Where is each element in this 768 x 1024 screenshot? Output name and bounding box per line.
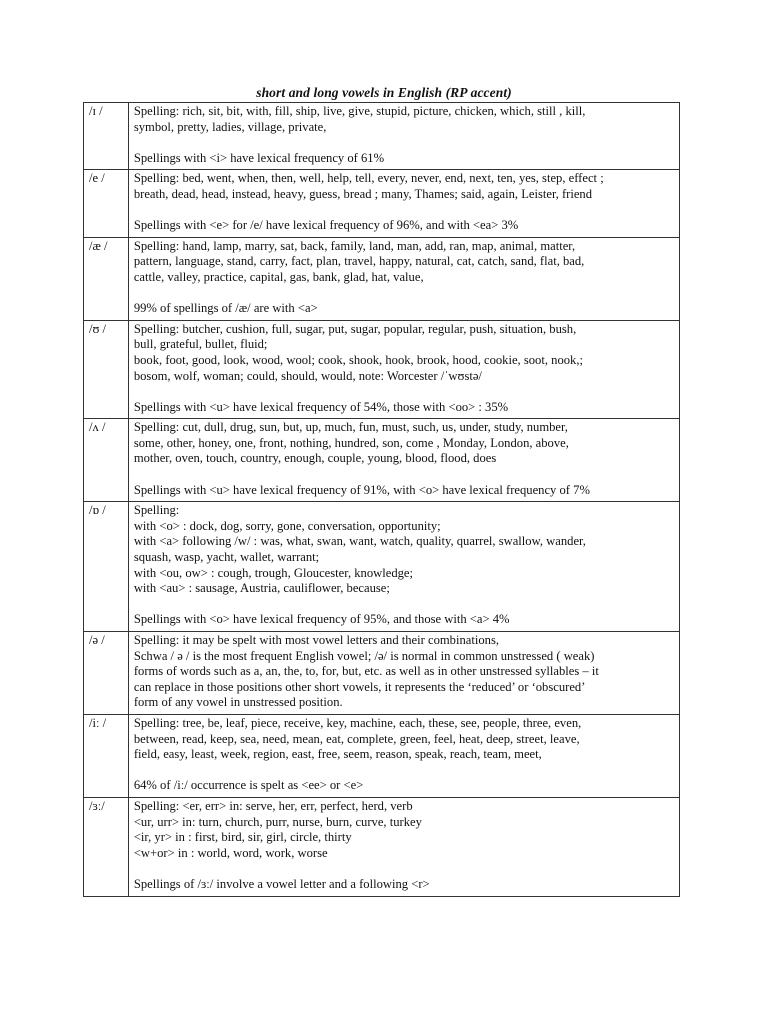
vowel-symbol: /ɪ / <box>84 103 129 170</box>
vowel-row <box>84 714 680 797</box>
description-line: Spelling: tree, be, leaf, piece, receive, key, machine, each, these, see, people, three, even, <box>133 715 582 730</box>
description-line: squash, wasp, yacht, wallet, warrant; <box>133 550 320 565</box>
vowel-symbol: /ɜː/ <box>84 797 129 896</box>
vowel-description <box>128 103 679 170</box>
description-line: Spellings with <u> have lexical frequency of 91%, with <o> have lexical frequency of 7% <box>133 482 590 497</box>
vowel-description <box>128 502 679 632</box>
description-line: <ir, yr> in : first, bird, sir, girl, circle, thirty <box>133 830 352 845</box>
description-line: form of any vowel in unstressed position. <box>133 695 343 710</box>
blank-line <box>134 135 675 151</box>
vowel-row <box>84 797 680 896</box>
description-line: with <ou, ow> : cough, trough, Gloucester, knowledge; <box>133 565 413 580</box>
description-line: Spellings with <i> have lexical frequency of 61% <box>133 150 385 165</box>
vowel-row <box>84 103 680 170</box>
description-line: Spelling: bed, went, when, then, well, help, tell, every, never, end, next, ten, yes, step, effect ; <box>133 171 604 186</box>
description-line: field, easy, least, week, region, east, free, seem, reason, speak, reach, team, meet, <box>133 747 542 762</box>
description-line: some, other, honey, one, front, nothing, hundred, son, come , Monday, London, above, <box>133 435 569 450</box>
description-line: with <au> : sausage, Austria, cauliflower, because; <box>133 581 390 596</box>
description-line: Spelling: it may be spelt with most vowel letters and their combinations, <box>133 633 499 647</box>
vowel-description <box>128 170 679 237</box>
vowel-description <box>128 320 679 419</box>
vowel-row <box>84 237 680 320</box>
description-line: with <o> : dock, dog, sorry, gone, conversation, opportunity; <box>133 518 441 533</box>
description-line: Spellings with <o> have lexical frequency of 95%, and those with <a> 4% <box>133 612 510 627</box>
description-line: 64% of /iː/ occurrence is spelt as <ee> or <e> <box>133 778 364 793</box>
description-line: Spelling: <er, err> in: serve, her, err, perfect, herd, verb <box>133 798 413 813</box>
vowel-symbol: /e / <box>84 170 129 237</box>
description-line: Spelling: butcher, cushion, full, sugar, put, sugar, popular, regular, push, situation, bush, <box>133 321 577 336</box>
description-line: pattern, language, stand, carry, fact, plan, travel, happy, natural, cat, catch, sand, flat, bad, <box>133 254 585 269</box>
description-line: bosom, wolf, woman; could, should, would, note: Worcester /ˈwʊstə/ <box>133 368 482 383</box>
description-line: breath, dead, head, instead, heavy, guess, bread ; many, Thames; said, again, Leister, friend <box>133 186 593 201</box>
description-line: cattle, valley, practice, capital, gas, bank, glad, hat, value, <box>133 269 424 284</box>
description-line: Spellings with <u> have lexical frequency of 54%, those with <oo> : 35% <box>133 399 509 414</box>
vowel-row <box>84 320 680 419</box>
description-line: Spelling: hand, lamp, marry, sat, back, family, land, man, add, ran, map, animal, matter, <box>133 238 576 253</box>
description-line: bull, grateful, bullet, fluid; <box>133 337 268 352</box>
vowel-symbol: /ɒ / <box>84 502 129 632</box>
blank-line <box>134 203 675 219</box>
vowel-description <box>128 419 679 502</box>
vowel-symbol: /æ / <box>84 237 129 320</box>
blank-line <box>134 286 675 302</box>
vowel-table-body <box>84 103 680 897</box>
vowel-description <box>128 237 679 320</box>
description-line: 99% of spellings of /æ/ are with <a> <box>133 301 318 316</box>
vowel-symbol: /iː / <box>84 714 129 797</box>
vowel-row <box>84 419 680 502</box>
description-line: forms of words such as a, an, the, to, for, but, etc. as well as in other unstressed syllables – it <box>133 664 599 679</box>
description-line: Spellings with <e> for /e/ have lexical frequency of 96%, and with <ea> 3% <box>133 218 519 233</box>
description-line: Spelling: rich, sit, bit, with, fill, ship, live, give, stupid, picture, chicken, which, still , kill, <box>133 104 586 118</box>
description-line: Spelling: cut, dull, drug, sun, but, up, much, fun, must, such, us, under, study, number, <box>133 420 568 435</box>
vowel-description <box>128 797 679 896</box>
blank-line <box>134 467 675 483</box>
description-line: mother, oven, touch, country, enough, couple, young, blood, flood, does <box>133 451 497 466</box>
vowel-row <box>84 632 680 715</box>
description-line: <ur, urr> in: turn, church, purr, nurse, burn, curve, turkey <box>133 814 422 829</box>
blank-line <box>134 597 675 613</box>
blank-line <box>134 384 675 400</box>
description-line: with <a> following /w/ : was, what, swan, want, watch, quality, quarrel, swallow, wander, <box>133 534 586 549</box>
vowel-symbol: /ə / <box>84 632 129 715</box>
vowel-symbol: /ʊ / <box>84 320 129 419</box>
description-line: <w+or> in : world, word, work, worse <box>133 845 328 860</box>
description-line: Spelling: <box>133 503 180 518</box>
vowel-description <box>128 714 679 797</box>
vowel-row <box>84 502 680 632</box>
description-line: can replace in those positions other short vowels, it represents the ‘reduced’ or ‘obscured’ <box>133 679 586 694</box>
vowel-row <box>84 170 680 237</box>
blank-line <box>134 763 675 779</box>
blank-line <box>134 861 675 877</box>
vowel-table <box>83 102 680 897</box>
description-line: Spellings of /ɜː/ involve a vowel letter and a following <r> <box>133 876 430 891</box>
description-line: book, foot, good, look, wood, wool; cook, shook, hook, brook, hood, cookie, soot, nook,; <box>133 352 583 367</box>
description-line: between, read, keep, sea, need, mean, eat, complete, green, feel, heat, deep, street, leave, <box>133 731 580 746</box>
description-line: symbol, pretty, ladies, village, private, <box>133 119 327 134</box>
description-line: Schwa / ə / is the most frequent English vowel; /ə/ is normal in common unstressed ( weak) <box>133 648 595 663</box>
page-title: short and long vowels in English (RP accent) <box>256 85 512 100</box>
vowel-symbol: /ʌ / <box>84 419 129 502</box>
vowel-description <box>128 632 679 715</box>
